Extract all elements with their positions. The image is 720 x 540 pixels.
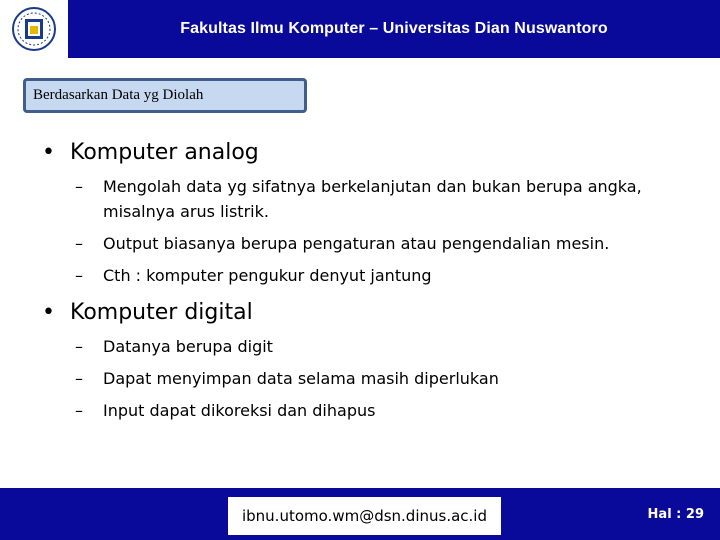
dash-icon: – bbox=[75, 177, 83, 196]
list-item bbox=[40, 231, 690, 256]
bullet-icon: • bbox=[42, 300, 55, 325]
sublist-digital bbox=[40, 334, 690, 423]
list-item bbox=[40, 334, 690, 359]
page-number: Hal : 29 bbox=[647, 506, 704, 522]
list-item-text: Cth : komputer pengukur denyut jantung bbox=[103, 266, 432, 285]
bullet-icon: • bbox=[42, 140, 55, 165]
header-bar bbox=[0, 0, 720, 58]
section-title: Komputer digital bbox=[70, 300, 253, 325]
university-seal-icon bbox=[9, 7, 59, 51]
list-item bbox=[40, 174, 690, 224]
list-item bbox=[40, 398, 690, 423]
list-item bbox=[40, 366, 690, 391]
list-item-text: Datanya berupa digit bbox=[103, 337, 273, 356]
logo-container bbox=[0, 0, 68, 58]
source-label-box bbox=[23, 78, 307, 113]
source-label: Berdasarkan Data yg Diolah bbox=[33, 87, 204, 103]
dash-icon: – bbox=[75, 369, 83, 388]
footer-email-text: ibnu.utomo.wm@dsn.dinus.ac.id bbox=[241, 507, 487, 525]
list-item-text: Input dapat dikoreksi dan dihapus bbox=[103, 401, 376, 420]
dash-icon: – bbox=[75, 234, 83, 253]
list-item bbox=[40, 263, 690, 288]
section-heading-analog bbox=[40, 138, 690, 168]
footer-email bbox=[228, 497, 501, 535]
section-title: Komputer analog bbox=[70, 140, 259, 165]
dash-icon: – bbox=[75, 266, 83, 285]
list-item-text: Dapat menyimpan data selama masih diperlukan bbox=[103, 369, 499, 388]
section-heading-digital bbox=[40, 298, 690, 328]
list-item-text: Output biasanya berupa pengaturan atau pengendalian mesin. bbox=[103, 234, 610, 253]
dash-icon: – bbox=[75, 337, 83, 356]
header-title: Fakultas Ilmu Komputer – Universitas Dian Nuswantoro bbox=[180, 20, 608, 37]
sublist-analog bbox=[40, 174, 690, 288]
list-item-text: Mengolah data yg sifatnya berkelanjutan dan bukan berupa angka, misalnya arus listrik. bbox=[103, 177, 642, 221]
dash-icon: – bbox=[75, 401, 83, 420]
slide-content bbox=[40, 138, 690, 430]
